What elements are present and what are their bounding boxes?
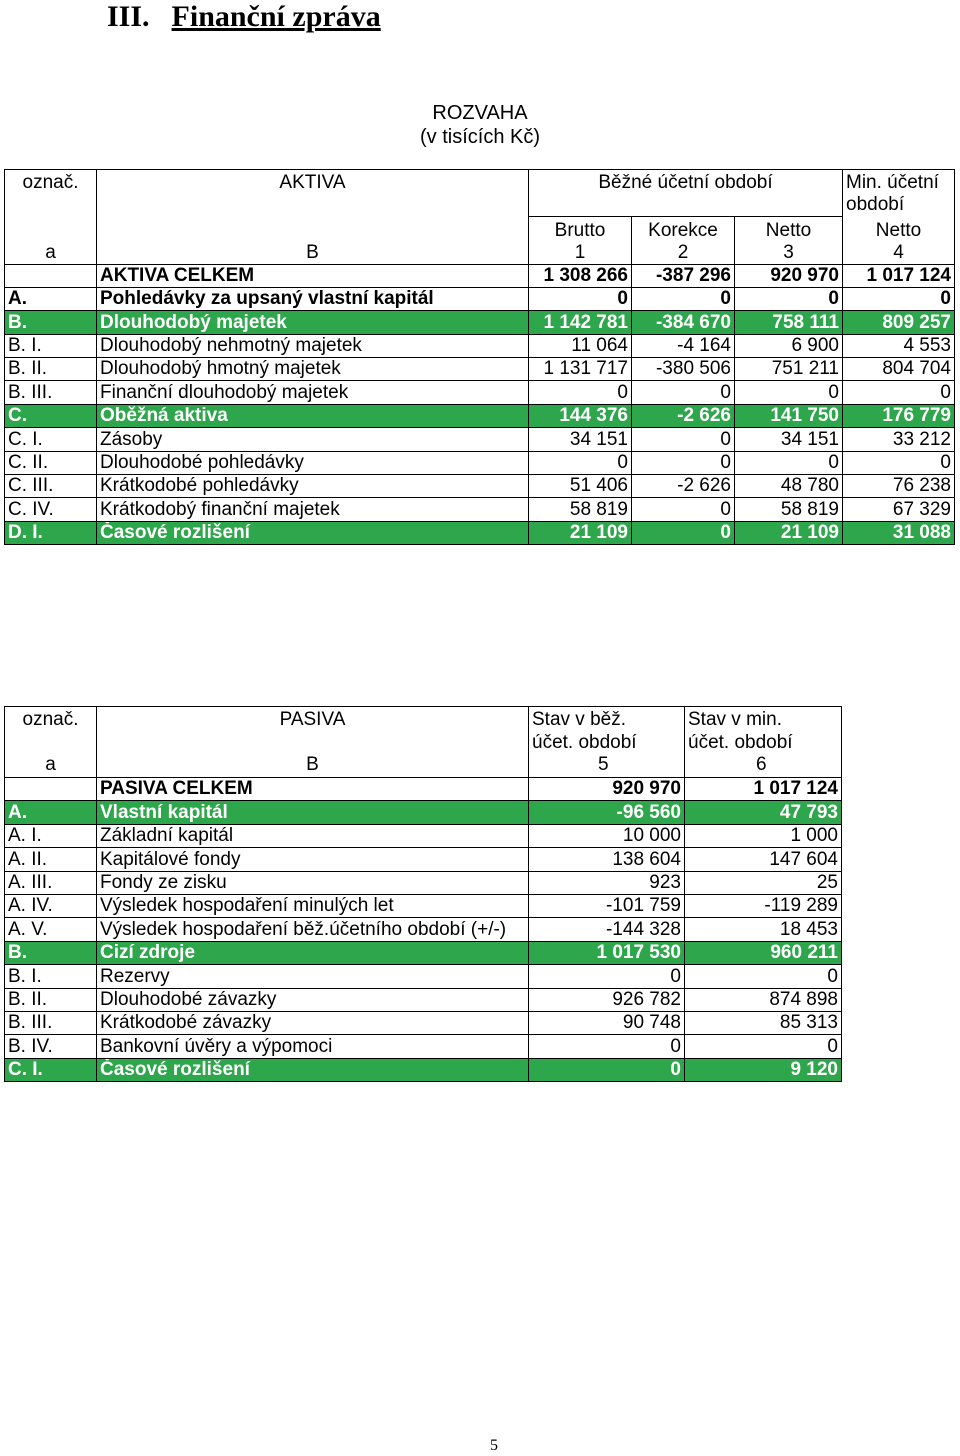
brutto-value: 58 819 [529, 498, 632, 521]
aktiva-row [5, 358, 955, 381]
row-name: Dlouhodobý hmotný majetek [97, 358, 529, 381]
pasiva-oznac-label: označ. [22, 709, 79, 730]
pasiva-row [5, 941, 842, 964]
row-code: C. I. [5, 428, 97, 451]
row-code: C. IV. [5, 498, 97, 521]
previous-value: 874 898 [685, 988, 842, 1011]
row-name: Cizí zdroje [97, 941, 529, 964]
aktiva-row [5, 428, 955, 451]
current-value: 926 782 [529, 988, 685, 1011]
korekce-value: 0 [632, 451, 735, 474]
netto-prev-value: 76 238 [843, 475, 955, 498]
aktiva-row [5, 521, 955, 544]
previous-value: 147 604 [685, 848, 842, 871]
netto-value: 920 970 [735, 264, 843, 287]
pasiva-row [5, 871, 842, 894]
korekce-value: 0 [632, 521, 735, 544]
aktiva-col-b: B [97, 216, 529, 264]
korekce-value: -2 626 [632, 475, 735, 498]
netto-prev-value: 0 [843, 451, 955, 474]
netto-prev-value: 0 [843, 381, 955, 404]
row-name: Bankovní úvěry a výpomoci [97, 1035, 529, 1058]
pasiva-header-row [5, 707, 842, 778]
row-code: B. III. [5, 1011, 97, 1034]
row-code: C. I. [5, 1058, 97, 1081]
aktiva-row [5, 287, 955, 310]
netto-prev-value: 176 779 [843, 404, 955, 427]
pasiva-row [5, 778, 842, 801]
netto-value: 758 111 [735, 311, 843, 334]
row-name: Základní kapitál [97, 824, 529, 847]
korekce-value: -4 164 [632, 334, 735, 357]
aktiva-table [4, 169, 955, 545]
pasiva-previous-line2: účet. období [688, 731, 793, 753]
pasiva-header-current [529, 707, 685, 778]
row-name: Oběžná aktiva [97, 404, 529, 427]
row-name: Dlouhodobý nehmotný majetek [97, 334, 529, 357]
aktiva-header-previous-period: Min. účetní období [843, 170, 955, 217]
netto-value: 751 211 [735, 358, 843, 381]
row-name: Rezervy [97, 965, 529, 988]
brutto-value: 0 [529, 287, 632, 310]
netto-label: Netto [765, 219, 812, 241]
aktiva-row [5, 475, 955, 498]
current-value: 10 000 [529, 824, 685, 847]
row-name: Krátkodobý finanční majetek [97, 498, 529, 521]
korekce-value: -380 506 [632, 358, 735, 381]
current-value: 1 017 530 [529, 941, 685, 964]
pasiva-row [5, 824, 842, 847]
row-name: Krátkodobé závazky [97, 1011, 529, 1034]
brutto-value: 0 [529, 451, 632, 474]
brutto-value: 11 064 [529, 334, 632, 357]
section-number: III. [107, 0, 150, 33]
korekce-value: 0 [632, 498, 735, 521]
netto-value: 141 750 [735, 404, 843, 427]
pasiva-row [5, 848, 842, 871]
aktiva-row [5, 498, 955, 521]
brutto-value: 0 [529, 381, 632, 404]
aktiva-col-netto-prev [843, 216, 955, 264]
current-value: 0 [529, 1035, 685, 1058]
pasiva-row [5, 894, 842, 917]
netto-value: 0 [735, 381, 843, 404]
pasiva-row [5, 1058, 842, 1081]
row-code: B. I. [5, 334, 97, 357]
aktiva-row [5, 311, 955, 334]
col-1-label: 1 [574, 241, 586, 263]
aktiva-row [5, 264, 955, 287]
row-name: Dlouhodobé pohledávky [97, 451, 529, 474]
row-name: Zásoby [97, 428, 529, 451]
previous-value: 1 000 [685, 824, 842, 847]
netto-prev-value: 67 329 [843, 498, 955, 521]
row-name: Fondy ze zisku [97, 871, 529, 894]
pasiva-header-previous [685, 707, 842, 778]
row-code: B. [5, 941, 97, 964]
korekce-value: -2 626 [632, 404, 735, 427]
pasiva-row [5, 1011, 842, 1034]
current-value: -101 759 [529, 894, 685, 917]
row-code: A. [5, 801, 97, 824]
previous-value: 960 211 [685, 941, 842, 964]
previous-value: 47 793 [685, 801, 842, 824]
aktiva-row [5, 404, 955, 427]
row-code: A. [5, 287, 97, 310]
pasiva-col-a: a [45, 754, 56, 775]
pasiva-header-oznac [5, 707, 97, 778]
row-name: Finanční dlouhodobý majetek [97, 381, 529, 404]
previous-value: 25 [685, 871, 842, 894]
netto-prev-label: Netto [875, 219, 922, 241]
row-name: Krátkodobé pohledávky [97, 475, 529, 498]
row-code [5, 264, 97, 287]
pasiva-row [5, 801, 842, 824]
previous-value: 85 313 [685, 1011, 842, 1034]
aktiva-header-row-1 [5, 170, 955, 217]
netto-prev-value: 809 257 [843, 311, 955, 334]
row-code: A. II. [5, 848, 97, 871]
document-subtitle: (v tisících Kč) [419, 126, 540, 148]
pasiva-current-line2: účet. období [532, 731, 637, 753]
netto-value: 6 900 [735, 334, 843, 357]
netto-value: 34 151 [735, 428, 843, 451]
aktiva-col-a: a [5, 216, 97, 264]
korekce-label: Korekce [648, 219, 718, 241]
row-name: PASIVA CELKEM [97, 778, 529, 801]
brutto-value: 1 142 781 [529, 311, 632, 334]
row-code: B. IV. [5, 1035, 97, 1058]
brutto-label: Brutto [554, 219, 606, 241]
current-value: 0 [529, 965, 685, 988]
current-value: 90 748 [529, 1011, 685, 1034]
netto-prev-value: 804 704 [843, 358, 955, 381]
brutto-value: 1 131 717 [529, 358, 632, 381]
previous-value: 9 120 [685, 1058, 842, 1081]
korekce-value: -387 296 [632, 264, 735, 287]
aktiva-row [5, 334, 955, 357]
row-code: C. [5, 404, 97, 427]
row-code: C. III. [5, 475, 97, 498]
pasiva-table [4, 706, 842, 1082]
brutto-value: 34 151 [529, 428, 632, 451]
pasiva-row [5, 918, 842, 941]
row-name: Výsledek hospodaření minulých let [97, 894, 529, 917]
row-name: Časové rozlišení [97, 521, 529, 544]
netto-value: 58 819 [735, 498, 843, 521]
netto-prev-value: 33 212 [843, 428, 955, 451]
row-code: B. III. [5, 381, 97, 404]
row-code [5, 778, 97, 801]
document-title-block [0, 101, 960, 149]
pasiva-row [5, 965, 842, 988]
aktiva-row [5, 451, 955, 474]
row-code: B. II. [5, 358, 97, 381]
row-code: B. [5, 311, 97, 334]
row-code: C. II. [5, 451, 97, 474]
col-2-label: 2 [677, 241, 689, 263]
brutto-value: 21 109 [529, 521, 632, 544]
current-value: 923 [529, 871, 685, 894]
aktiva-header-oznac: označ. [5, 170, 97, 217]
row-code: B. II. [5, 988, 97, 1011]
korekce-value: 0 [632, 428, 735, 451]
pasiva-header-label: PASIVA [279, 709, 346, 730]
korekce-value: 0 [632, 287, 735, 310]
pasiva-header-label-cell [97, 707, 529, 778]
document-title: ROZVAHA [432, 102, 528, 124]
aktiva-header-label: AKTIVA [97, 170, 529, 217]
row-code: A. IV. [5, 894, 97, 917]
netto-prev-value: 31 088 [843, 521, 955, 544]
brutto-value: 1 308 266 [529, 264, 632, 287]
aktiva-col-korekce [632, 216, 735, 264]
korekce-value: 0 [632, 381, 735, 404]
current-value: 0 [529, 1058, 685, 1081]
row-name: Výsledek hospodaření běž.účetního období (+/-) [97, 918, 529, 941]
row-code: A. I. [5, 824, 97, 847]
row-name: Dlouhodobý majetek [97, 311, 529, 334]
netto-value: 0 [735, 287, 843, 310]
row-name: Vlastní kapitál [97, 801, 529, 824]
current-value: -144 328 [529, 918, 685, 941]
netto-prev-value: 0 [843, 287, 955, 310]
page-number: 5 [490, 1437, 498, 1454]
col-4-label: 4 [893, 241, 904, 263]
current-value: 920 970 [529, 778, 685, 801]
netto-value: 21 109 [735, 521, 843, 544]
row-code: A. III. [5, 871, 97, 894]
aktiva-row [5, 381, 955, 404]
previous-value: 0 [685, 965, 842, 988]
current-value: -96 560 [529, 801, 685, 824]
pasiva-current-line1: Stav v běž. [532, 709, 626, 730]
netto-prev-value: 1 017 124 [843, 264, 955, 287]
previous-value: 18 453 [685, 918, 842, 941]
brutto-value: 51 406 [529, 475, 632, 498]
row-name: Kapitálové fondy [97, 848, 529, 871]
row-name: AKTIVA CELKEM [97, 264, 529, 287]
section-heading [107, 0, 381, 34]
aktiva-col-netto [735, 216, 843, 264]
row-code: D. I. [5, 521, 97, 544]
netto-value: 48 780 [735, 475, 843, 498]
pasiva-row [5, 1035, 842, 1058]
korekce-value: -384 670 [632, 311, 735, 334]
pasiva-col-5: 5 [598, 754, 609, 775]
section-title: Finanční zpráva [171, 0, 381, 33]
previous-value: -119 289 [685, 894, 842, 917]
brutto-value: 144 376 [529, 404, 632, 427]
pasiva-col-6: 6 [756, 754, 767, 775]
col-3-label: 3 [783, 241, 794, 263]
pasiva-previous-line1: Stav v min. [688, 709, 782, 730]
aktiva-col-brutto [529, 216, 632, 264]
current-value: 138 604 [529, 848, 685, 871]
row-name: Dlouhodobé závazky [97, 988, 529, 1011]
row-name: Pohledávky za upsaný vlastní kapitál [97, 287, 529, 310]
netto-value: 0 [735, 451, 843, 474]
row-code: B. I. [5, 965, 97, 988]
netto-prev-value: 4 553 [843, 334, 955, 357]
aktiva-header-row-2 [5, 216, 955, 264]
previous-value: 0 [685, 1035, 842, 1058]
aktiva-header-current-period: Běžné účetní období [529, 170, 843, 217]
row-code: A. V. [5, 918, 97, 941]
pasiva-row [5, 988, 842, 1011]
row-name: Časové rozlišení [97, 1058, 529, 1081]
previous-value: 1 017 124 [685, 778, 842, 801]
pasiva-col-b: B [306, 754, 319, 775]
